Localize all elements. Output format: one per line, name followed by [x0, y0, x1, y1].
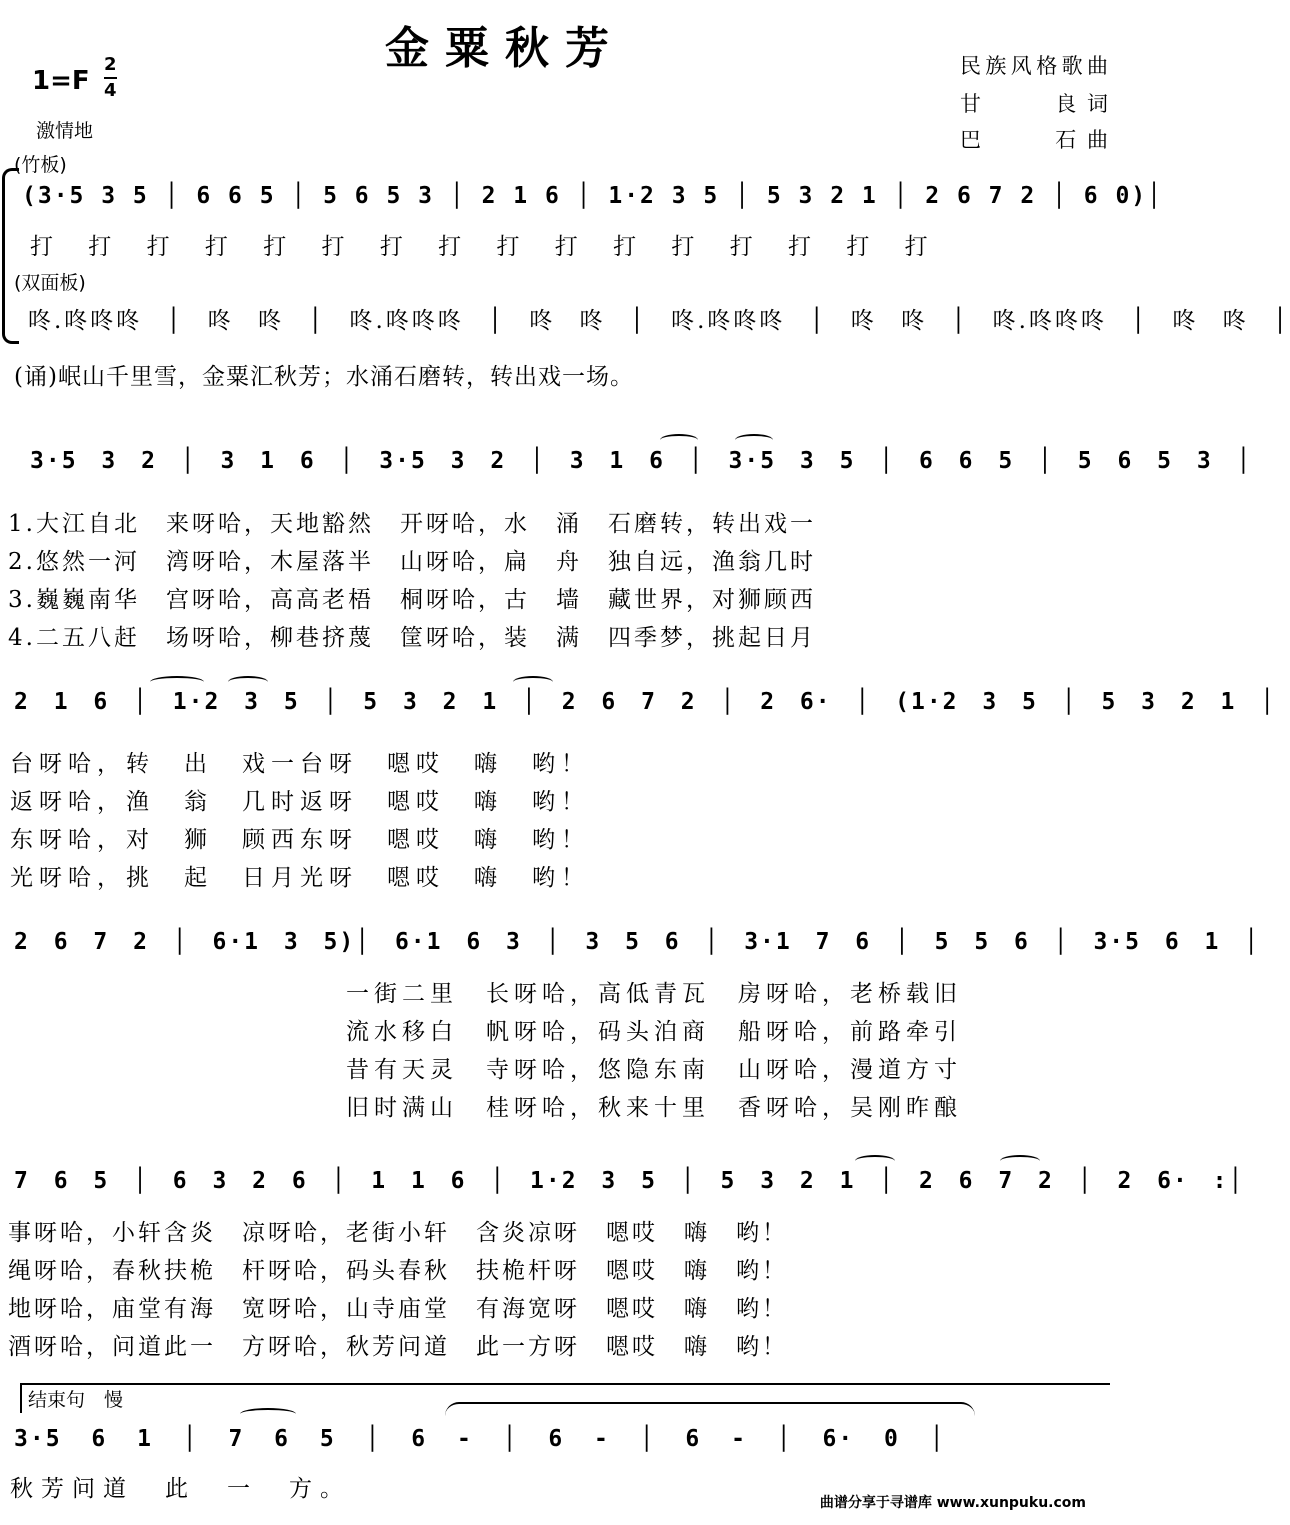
- system-3-verse-2: 流水移白 帆呀哈，码头泊商 船呀哈，前路牵引: [346, 1019, 962, 1045]
- time-signature: [104, 54, 117, 102]
- recitation-line: (诵)岷山千里雪，金粟汇秋芳；水涌石磨转，转出戏一场。: [14, 364, 634, 390]
- credit-lyricist: 甘 良词: [960, 92, 1108, 116]
- time-signature-top: 2: [104, 54, 117, 75]
- tie-arc: [445, 1402, 975, 1416]
- system-2-notes: 2 1 6 │ 1·2 3 5 │ 5 3 2 1 │ 2 6 7 2 │ 2 6· │ (1·2 3 5 │ 5 3 2 1 │: [14, 689, 1277, 715]
- system-3-verse-3: 昔有天灵 寺呀哈，悠隐东南 山呀哈，漫道方寸: [346, 1057, 962, 1083]
- slur-arc: [513, 676, 553, 688]
- ending-notes: 3·5 6 1 │ 7 6 5 │ 6 - │ 6 - │ 6 - │ 6· 0 │: [14, 1426, 946, 1452]
- footer-watermark: 曲谱分享于寻谱库 www.xunpuku.com: [819, 1495, 1086, 1511]
- slur-arc: [228, 676, 268, 688]
- credit-composer: 巴 石曲: [960, 128, 1108, 152]
- system-4-verse-4: 酒呀哈，问道此一 方呀哈，秋芳问道 此一方呀 嗯哎 嗨 哟！: [8, 1334, 788, 1360]
- system-4-notes: 7 6 5 │ 6 3 2 6 │ 1 1 6 │ 1·2 3 5 │ 5 3 2 1 │ 2 6 7 2 │ 2 6· :│: [14, 1168, 1245, 1194]
- ending-lyrics: 秋芳问道 此 一 方。: [10, 1476, 351, 1502]
- slur-arc: [735, 434, 773, 446]
- slur-arc: [150, 676, 204, 688]
- system-1-notes: 3·5 3 2 │ 3 1 6 │ 3·5 3 2 │ 3 1 6 │ 3·5 3 5 │ 6 6 5 │ 5 6 5 3 │: [30, 448, 1253, 474]
- system-4-verse-2: 绳呀哈，春秋扶桅 杆呀哈，码头春秋 扶桅杆呀 嗯哎 嗨 哟！: [8, 1258, 788, 1284]
- ending-bracket-edge: [20, 1383, 22, 1413]
- instrument-label-zhuban: (竹板): [14, 154, 67, 176]
- system-1-verse-1: 1.大江自北 来呀哈，天地豁然 开呀哈，水 涌 石磨转，转出戏一: [8, 511, 816, 537]
- system-1-verse-3: 3.巍巍南华 宫呀哈，高高老梧 桐呀哈，古 墙 藏世界，对狮顾西: [8, 587, 816, 613]
- system-3-verse-4: 旧时满山 桂呀哈，秋来十里 香呀哈，吴刚昨酿: [346, 1095, 962, 1121]
- ending-bracket: [20, 1383, 1110, 1385]
- system-2-verse-3: 东呀哈，对 狮 顾西东呀 嗯哎 嗨 哟！: [10, 827, 590, 853]
- credit-genre: 民族风格歌曲: [960, 54, 1108, 78]
- slur-arc: [855, 1155, 895, 1167]
- system-2-verse-2: 返呀哈，渔 翁 几时返呀 嗯哎 嗨 哟！: [10, 789, 590, 815]
- intro-lyrics-zhuban: 打 打 打 打 打 打 打 打 打 打 打 打 打 打 打 打: [30, 234, 931, 260]
- system-2-verse-1: 台呀哈，转 出 戏一台呀 嗯哎 嗨 哟！: [10, 751, 590, 777]
- system-4-verse-1: 事呀哈，小轩含炎 凉呀哈，老街小轩 含炎凉呀 嗯哎 嗨 哟！: [8, 1220, 788, 1246]
- intro-lyrics-shuangmian: 咚.咚咚咚 │ 咚 咚 │ 咚.咚咚咚 │ 咚 咚 │ 咚.咚咚咚 │ 咚 咚 │ 咚.咚咚咚 │ 咚 咚 │: [28, 308, 1290, 334]
- slur-arc: [240, 1408, 296, 1420]
- system-1-verse-4: 4.二五八赶 场呀哈，柳巷挤蔑 筐呀哈，装 满 四季梦，挑起日月: [8, 625, 816, 651]
- system-3-notes: 2 6 7 2 │ 6·1 3 5)│ 6·1 6 3 │ 3 5 6 │ 3·1 7 6 │ 5 5 6 │ 3·5 6 1 │: [14, 929, 1261, 955]
- song-title: 金粟秋芳: [385, 23, 625, 74]
- slur-arc: [660, 434, 698, 446]
- instrument-label-shuangmian: (双面板): [14, 272, 86, 294]
- tempo-marking: 激情地: [36, 120, 94, 142]
- system-4-verse-3: 地呀哈，庙堂有海 宽呀哈，山寺庙堂 有海宽呀 嗯哎 嗨 哟！: [8, 1296, 788, 1322]
- ending-label: 结束句 慢: [28, 1389, 124, 1411]
- slur-arc: [1000, 1155, 1040, 1167]
- system-2-verse-4: 光呀哈，挑 起 日月光呀 嗯哎 嗨 哟！: [10, 865, 590, 891]
- system-1-verse-2: 2.悠然一河 湾呀哈，木屋落半 山呀哈，扁 舟 独自远，渔翁几时: [8, 549, 816, 575]
- system-3-verse-1: 一街二里 长呀哈，高低青瓦 房呀哈，老桥载旧: [346, 981, 962, 1007]
- key-signature: 1=F: [32, 66, 90, 96]
- intro-notes-zhuban: (3·5 3 5 │ 6 6 5 │ 5 6 5 3 │ 2 1 6 │ 1·2 3 5 │ 5 3 2 1 │ 2 6 7 2 │ 6 0)│: [22, 183, 1163, 209]
- system-brace: [2, 168, 19, 344]
- time-signature-bottom: 4: [104, 80, 117, 101]
